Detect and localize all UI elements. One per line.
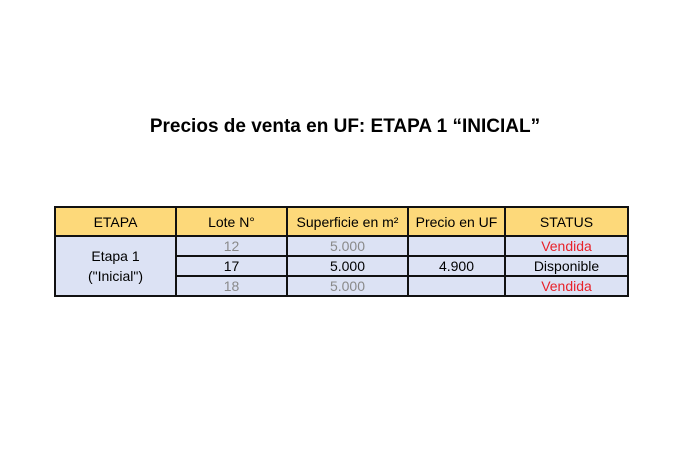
superficie-cell: 5.000 bbox=[287, 276, 408, 296]
header-etapa: ETAPA bbox=[55, 207, 176, 236]
status-cell: Vendida bbox=[505, 276, 628, 296]
etapa-cell bbox=[55, 236, 176, 296]
table-header-row bbox=[55, 207, 628, 236]
table-row bbox=[55, 236, 628, 256]
status-cell: Disponible bbox=[505, 256, 628, 276]
status-cell: Vendida bbox=[505, 236, 628, 256]
precio-cell: 4.900 bbox=[408, 256, 505, 276]
header-precio: Precio en UF bbox=[408, 207, 505, 236]
header-status: STATUS bbox=[505, 207, 628, 236]
superficie-cell: 5.000 bbox=[287, 236, 408, 256]
lote-cell: 17 bbox=[176, 256, 287, 276]
lote-cell: 12 bbox=[176, 236, 287, 256]
etapa-name: Etapa 1 bbox=[91, 248, 140, 264]
etapa-subtitle: ("Inicial") bbox=[87, 268, 144, 284]
superficie-cell: 5.000 bbox=[287, 256, 408, 276]
precio-cell bbox=[408, 276, 505, 296]
lote-cell: 18 bbox=[176, 276, 287, 296]
header-lote: Lote N° bbox=[176, 207, 287, 236]
precio-cell bbox=[408, 236, 505, 256]
header-superficie: Superficie en m² bbox=[287, 207, 408, 236]
price-table bbox=[54, 206, 629, 297]
page-title: Precios de venta en UF: ETAPA 1 “INICIAL” bbox=[149, 116, 541, 137]
